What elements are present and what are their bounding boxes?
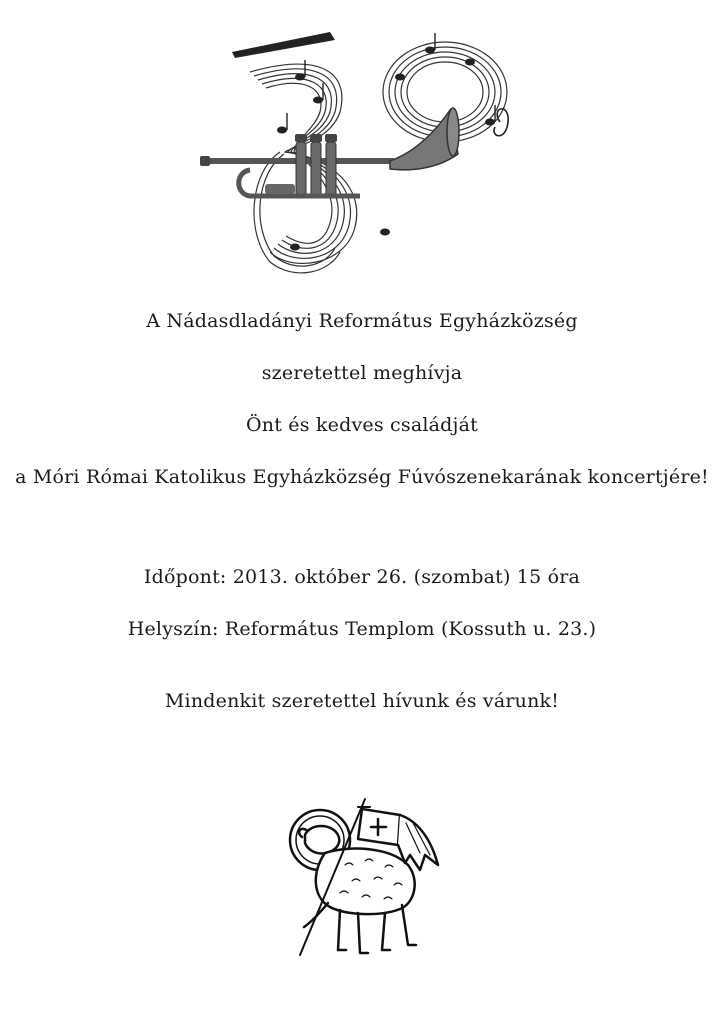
place-line: Helyszín: Református Templom (Kossuth u. 23.): [127, 618, 597, 640]
lamb-of-god-icon: [270, 785, 450, 970]
closing-line: Mindenkit szeretettel hívunk és várunk!: [164, 690, 560, 712]
guest-line: Önt és kedves családját: [246, 414, 478, 436]
time-line: Időpont: 2013. október 26. (szombat) 15 óra: [143, 566, 581, 588]
trumpet-music-staff-illustration: [190, 22, 530, 287]
organizer-line: A Nádasdladányi Református Egyházközség: [146, 310, 578, 332]
invite-line: szeretettel meghívja: [261, 362, 463, 384]
event-line: a Móri Római Katolikus Egyházközség Fúvószenekarának koncertjére!: [15, 466, 709, 488]
